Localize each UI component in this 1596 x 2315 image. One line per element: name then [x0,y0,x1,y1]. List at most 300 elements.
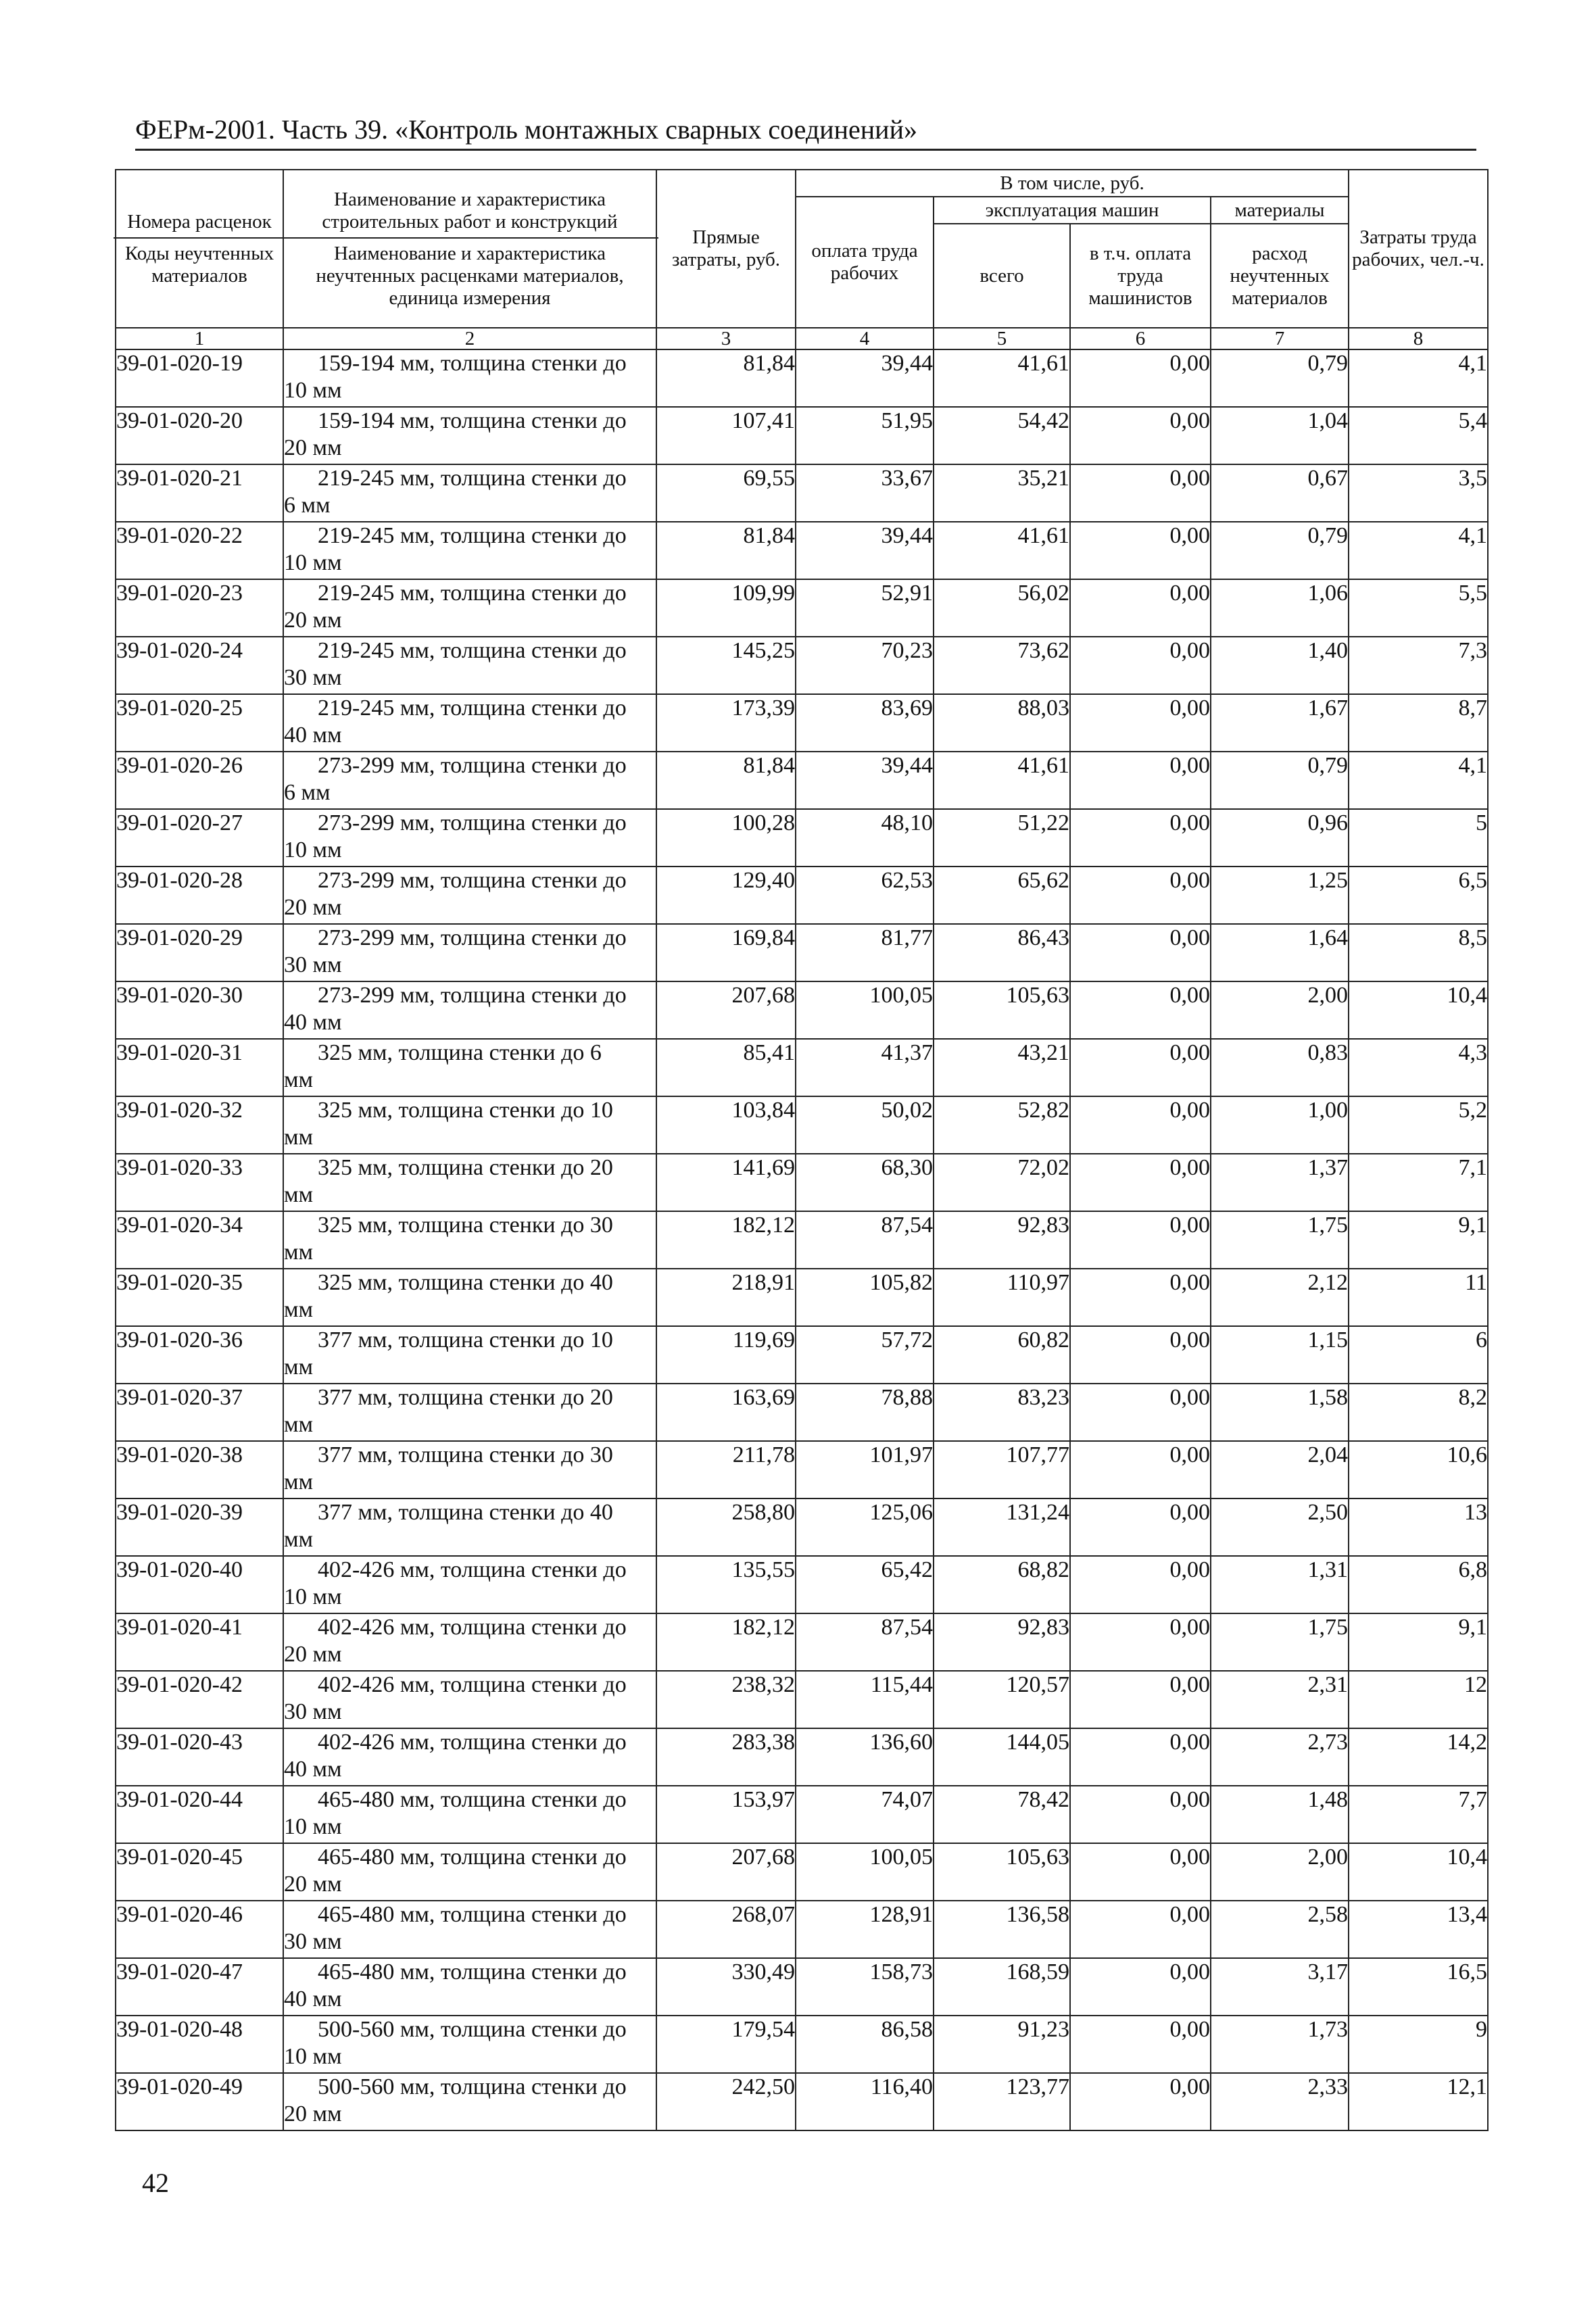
header-rate-numbers: Номера расценок [127,210,272,233]
description-line-1: 402-426 мм, толщина стенки до [318,1557,627,1582]
machines-total-cell: 110,97 [934,1269,1070,1326]
description-cell [283,407,656,464]
description-cell [283,1326,656,1384]
description-cell [283,579,656,637]
materials-cell: 2,50 [1211,1498,1349,1556]
rate-code-cell: 39-01-020-26 [116,752,283,809]
operator-wages-cell: 0,00 [1070,752,1211,809]
description-line-2: мм [284,1412,314,1437]
labor-cell: 7,7 [1349,1786,1488,1843]
description-line-1: 377 мм, толщина стенки до 10 [318,1327,613,1353]
description-cell [283,1843,656,1901]
labor-cell: 5,2 [1349,1096,1488,1154]
labor-cell: 4,1 [1349,522,1488,579]
description-line-1: 273-299 мм, толщина стенки до [318,868,627,893]
table-row [116,1498,1488,1556]
materials-cell: 2,58 [1211,1901,1349,1958]
rate-code-cell: 39-01-020-38 [116,1441,283,1498]
description-line-2: 6 мм [284,493,331,518]
rates-table [115,169,1489,2131]
header-worker-wages: оплата труда рабочих [796,197,934,328]
header-materials: материалы [1211,197,1349,224]
rate-code-cell: 39-01-020-19 [116,349,283,407]
machines-total-cell: 86,43 [934,924,1070,981]
wages-cell: 136,60 [796,1728,934,1786]
description-line-1: 159-194 мм, толщина стенки до [318,351,627,376]
materials-cell: 1,67 [1211,694,1349,752]
description-cell [283,1498,656,1556]
rate-code-cell: 39-01-020-37 [116,1384,283,1441]
description-line-2: мм [284,1355,314,1380]
rate-code-cell: 39-01-020-44 [116,1786,283,1843]
labor-cell: 8,7 [1349,694,1488,752]
materials-cell: 2,73 [1211,1728,1349,1786]
rate-code-cell: 39-01-020-23 [116,579,283,637]
labor-cell: 10,6 [1349,1441,1488,1498]
rate-code-cell: 39-01-020-30 [116,981,283,1039]
materials-cell: 3,17 [1211,1958,1349,2016]
page-number: 42 [142,2168,169,2198]
labor-cell: 10,4 [1349,981,1488,1039]
column-number: 1 [116,328,283,349]
labor-cell: 10,4 [1349,1843,1488,1901]
column-number: 4 [796,328,934,349]
table-row [116,1441,1488,1498]
wages-cell: 74,07 [796,1786,934,1843]
table-row [116,2073,1488,2130]
rate-code-cell: 39-01-020-35 [116,1269,283,1326]
wages-cell: 51,95 [796,407,934,464]
operator-wages-cell: 0,00 [1070,1556,1211,1613]
rate-code-cell: 39-01-020-47 [116,1958,283,2016]
description-cell [283,1556,656,1613]
description-line-1: 377 мм, толщина стенки до 20 [318,1385,613,1410]
description-line-1: 219-245 мм, толщина стенки до [318,581,627,606]
rate-code-cell: 39-01-020-42 [116,1671,283,1728]
machines-total-cell: 51,22 [934,809,1070,867]
description-line-2: мм [284,1469,314,1494]
wages-cell: 105,82 [796,1269,934,1326]
machines-total-cell: 92,83 [934,1613,1070,1671]
wages-cell: 78,88 [796,1384,934,1441]
machines-total-cell: 91,23 [934,2016,1070,2073]
description-cell [283,867,656,924]
header-material-consumption: расход неучтенных материалов [1211,224,1349,328]
materials-cell: 1,64 [1211,924,1349,981]
description-line-2: 20 мм [284,895,342,920]
rate-code-cell: 39-01-020-40 [116,1556,283,1613]
rate-code-cell: 39-01-020-48 [116,2016,283,2073]
description-line-1: 273-299 мм, толщина стенки до [318,753,627,778]
table-row [116,1154,1488,1211]
direct-cost-cell: 107,41 [656,407,796,464]
description-line-1: 273-299 мм, толщина стенки до [318,810,627,835]
labor-cell: 8,2 [1349,1384,1488,1441]
direct-cost-cell: 145,25 [656,637,796,694]
description-line-2: 40 мм [284,1010,342,1035]
rate-code-cell: 39-01-020-46 [116,1901,283,1958]
materials-cell: 1,40 [1211,637,1349,694]
labor-cell: 4,1 [1349,752,1488,809]
description-cell [283,1728,656,1786]
materials-cell: 1,75 [1211,1613,1349,1671]
header-direct-costs: Прямые затраты, руб. [656,170,796,328]
wages-cell: 87,54 [796,1211,934,1269]
operator-wages-cell: 0,00 [1070,1441,1211,1498]
table-row [116,1901,1488,1958]
description-line-2: 20 мм [284,1872,342,1897]
description-line-1: 465-480 мм, толщина стенки до [318,1959,627,1984]
description-line-2: 40 мм [284,1987,342,2012]
labor-cell: 9,1 [1349,1613,1488,1671]
wages-cell: 83,69 [796,694,934,752]
description-line-2: мм [284,1297,314,1322]
description-line-1: 402-426 мм, толщина стенки до [318,1730,627,1755]
machines-total-cell: 54,42 [934,407,1070,464]
description-line-1: 159-194 мм, толщина стенки до [318,408,627,433]
description-line-1: 465-480 мм, толщина стенки до [318,1787,627,1812]
table-body [116,349,1488,2130]
machines-total-cell: 35,21 [934,464,1070,522]
description-line-1: 377 мм, толщина стенки до 30 [318,1442,613,1467]
description-line-2: 10 мм [284,1584,342,1609]
materials-cell: 1,25 [1211,867,1349,924]
description-line-1: 377 мм, толщина стенки до 40 [318,1500,613,1525]
labor-cell: 13 [1349,1498,1488,1556]
materials-cell: 2,33 [1211,2073,1349,2130]
direct-cost-cell: 81,84 [656,752,796,809]
operator-wages-cell: 0,00 [1070,1786,1211,1843]
labor-cell: 5,5 [1349,579,1488,637]
labor-cell: 7,3 [1349,637,1488,694]
materials-cell: 1,48 [1211,1786,1349,1843]
materials-cell: 2,00 [1211,981,1349,1039]
column-number: 5 [934,328,1070,349]
direct-cost-cell: 81,84 [656,349,796,407]
wages-cell: 116,40 [796,2073,934,2130]
labor-cell: 9,1 [1349,1211,1488,1269]
rate-code-cell: 39-01-020-33 [116,1154,283,1211]
direct-cost-cell: 100,28 [656,809,796,867]
labor-cell: 6 [1349,1326,1488,1384]
description-cell [283,464,656,522]
machines-total-cell: 120,57 [934,1671,1070,1728]
table-row [116,1556,1488,1613]
labor-cell: 16,5 [1349,1958,1488,2016]
direct-cost-cell: 169,84 [656,924,796,981]
description-cell [283,1154,656,1211]
description-line-1: 500-560 мм, толщина стенки до [318,2017,627,2042]
description-line-2: 30 мм [284,1929,342,1954]
header-material-codes: Коды неучтенных материалов [124,242,274,287]
machines-total-cell: 52,82 [934,1096,1070,1154]
table-row [116,1326,1488,1384]
description-cell [283,349,656,407]
header-divider [114,237,285,239]
description-line-2: 30 мм [284,1699,342,1724]
machines-total-cell: 168,59 [934,1958,1070,2016]
materials-cell: 0,79 [1211,349,1349,407]
operator-wages-cell: 0,00 [1070,349,1211,407]
table-header [116,170,1488,349]
description-cell [283,1441,656,1498]
materials-cell: 1,73 [1211,2016,1349,2073]
description-line-2: 20 мм [284,1642,342,1667]
wages-cell: 39,44 [796,349,934,407]
labor-cell: 11 [1349,1269,1488,1326]
table-row [116,1843,1488,1901]
table-row [116,1728,1488,1786]
table-row [116,1096,1488,1154]
description-cell [283,1958,656,2016]
operator-wages-cell: 0,00 [1070,1843,1211,1901]
labor-cell: 3,5 [1349,464,1488,522]
table-row [116,1039,1488,1096]
rate-code-cell: 39-01-020-31 [116,1039,283,1096]
table-row [116,1613,1488,1671]
wages-cell: 125,06 [796,1498,934,1556]
labor-cell: 9 [1349,2016,1488,2073]
wages-cell: 115,44 [796,1671,934,1728]
description-line-1: 402-426 мм, толщина стенки до [318,1615,627,1640]
labor-cell: 4,3 [1349,1039,1488,1096]
description-line-1: 325 мм, толщина стенки до 30 [318,1213,613,1238]
rate-code-cell: 39-01-020-36 [116,1326,283,1384]
machines-total-cell: 131,24 [934,1498,1070,1556]
header-material-name: Наименование и характеристика неучтенных расценками материалов, единица измерения [316,242,624,309]
description-line-1: 219-245 мм, толщина стенки до [318,638,627,663]
materials-cell: 1,15 [1211,1326,1349,1384]
labor-cell: 14,2 [1349,1728,1488,1786]
rate-code-cell: 39-01-020-39 [116,1498,283,1556]
operator-wages-cell: 0,00 [1070,407,1211,464]
wages-cell: 39,44 [796,522,934,579]
materials-cell: 2,12 [1211,1269,1349,1326]
machines-total-cell: 65,62 [934,867,1070,924]
page-header: ФЕРм-2001. Часть 39. «Контроль монтажных сварных соединений» [135,114,1476,151]
wages-cell: 50,02 [796,1096,934,1154]
materials-cell: 1,04 [1211,407,1349,464]
header-labor-costs: Затраты труда рабочих, чел.-ч. [1349,170,1488,328]
description-line-1: 465-480 мм, толщина стенки до [318,1902,627,1927]
direct-cost-cell: 85,41 [656,1039,796,1096]
description-cell [283,1039,656,1096]
direct-cost-cell: 109,99 [656,579,796,637]
rate-code-cell: 39-01-020-21 [116,464,283,522]
operator-wages-cell: 0,00 [1070,1269,1211,1326]
table-row [116,1958,1488,2016]
description-cell [283,1786,656,1843]
wages-cell: 87,54 [796,1613,934,1671]
direct-cost-cell: 283,38 [656,1728,796,1786]
description-line-2: 30 мм [284,665,342,690]
header-work-name: Наименование и характеристика строительных работ и конструкций [322,188,618,233]
header-operator-wages: в т.ч. оплата труда машинистов [1070,224,1211,328]
rate-code-cell: 39-01-020-29 [116,924,283,981]
table-row [116,981,1488,1039]
operator-wages-cell: 0,00 [1070,1039,1211,1096]
description-line-1: 325 мм, толщина стенки до 40 [318,1270,613,1295]
table-row [116,579,1488,637]
wages-cell: 100,05 [796,1843,934,1901]
description-cell [283,1384,656,1441]
header-machine-operation: эксплуатация машин [934,197,1211,224]
machines-total-cell: 41,61 [934,522,1070,579]
table-row [116,1384,1488,1441]
operator-wages-cell: 0,00 [1070,1901,1211,1958]
header-col-1 [116,170,283,328]
direct-cost-cell: 103,84 [656,1096,796,1154]
rate-code-cell: 39-01-020-32 [116,1096,283,1154]
wages-cell: 39,44 [796,752,934,809]
description-cell [283,1613,656,1671]
rate-code-cell: 39-01-020-49 [116,2073,283,2130]
direct-cost-cell: 69,55 [656,464,796,522]
materials-cell: 1,00 [1211,1096,1349,1154]
column-numbers-row [116,328,1488,349]
operator-wages-cell: 0,00 [1070,2073,1211,2130]
column-number: 7 [1211,328,1349,349]
machines-total-cell: 105,63 [934,981,1070,1039]
rate-code-cell: 39-01-020-25 [116,694,283,752]
materials-cell: 1,58 [1211,1384,1349,1441]
description-line-2: 10 мм [284,2044,342,2069]
machines-total-cell: 68,82 [934,1556,1070,1613]
description-line-2: мм [284,1182,314,1207]
description-line-2: мм [284,1527,314,1552]
table-row [116,407,1488,464]
machines-total-cell: 72,02 [934,1154,1070,1211]
description-line-2: 10 мм [284,550,342,575]
direct-cost-cell: 179,54 [656,2016,796,2073]
description-line-1: 325 мм, толщина стенки до 6 [318,1040,602,1065]
header-divider [281,237,658,239]
table-row [116,867,1488,924]
wages-cell: 128,91 [796,1901,934,1958]
direct-cost-cell: 182,12 [656,1211,796,1269]
operator-wages-cell: 0,00 [1070,1728,1211,1786]
description-cell [283,2073,656,2130]
materials-cell: 0,67 [1211,464,1349,522]
description-line-1: 219-245 мм, толщина стенки до [318,523,627,548]
rate-code-cell: 39-01-020-45 [116,1843,283,1901]
description-cell [283,1901,656,1958]
description-cell [283,637,656,694]
table-row [116,1671,1488,1728]
direct-cost-cell: 81,84 [656,522,796,579]
machines-total-cell: 41,61 [934,349,1070,407]
table-row [116,752,1488,809]
labor-cell: 5 [1349,809,1488,867]
description-cell [283,752,656,809]
table-row [116,522,1488,579]
operator-wages-cell: 0,00 [1070,464,1211,522]
direct-cost-cell: 129,40 [656,867,796,924]
description-line-2: 10 мм [284,837,342,862]
rate-code-cell: 39-01-020-24 [116,637,283,694]
machines-total-cell: 144,05 [934,1728,1070,1786]
wages-cell: 68,30 [796,1154,934,1211]
machines-total-cell: 56,02 [934,579,1070,637]
machines-total-cell: 83,23 [934,1384,1070,1441]
wages-cell: 100,05 [796,981,934,1039]
direct-cost-cell: 141,69 [656,1154,796,1211]
materials-cell: 0,79 [1211,752,1349,809]
machines-total-cell: 78,42 [934,1786,1070,1843]
description-line-2: 20 мм [284,435,342,460]
description-cell [283,694,656,752]
wages-cell: 41,37 [796,1039,934,1096]
description-line-2: 10 мм [284,1814,342,1839]
direct-cost-cell: 135,55 [656,1556,796,1613]
operator-wages-cell: 0,00 [1070,2016,1211,2073]
description-line-1: 219-245 мм, толщина стенки до [318,466,627,491]
table-row [116,1211,1488,1269]
description-line-2: 40 мм [284,723,342,748]
wages-cell: 158,73 [796,1958,934,2016]
description-line-1: 273-299 мм, толщина стенки до [318,925,627,950]
direct-cost-cell: 268,07 [656,1901,796,1958]
description-line-1: 325 мм, толщина стенки до 10 [318,1098,613,1123]
operator-wages-cell: 0,00 [1070,1671,1211,1728]
operator-wages-cell: 0,00 [1070,867,1211,924]
labor-cell: 7,1 [1349,1154,1488,1211]
description-cell [283,1211,656,1269]
wages-cell: 101,97 [796,1441,934,1498]
operator-wages-cell: 0,00 [1070,981,1211,1039]
machines-total-cell: 136,58 [934,1901,1070,1958]
table-row [116,1269,1488,1326]
direct-cost-cell: 153,97 [656,1786,796,1843]
operator-wages-cell: 0,00 [1070,694,1211,752]
labor-cell: 12,1 [1349,2073,1488,2130]
table-row [116,924,1488,981]
operator-wages-cell: 0,00 [1070,924,1211,981]
materials-cell: 1,75 [1211,1211,1349,1269]
wages-cell: 33,67 [796,464,934,522]
description-cell [283,1671,656,1728]
table-row [116,349,1488,407]
wages-cell: 81,77 [796,924,934,981]
labor-cell: 6,8 [1349,1556,1488,1613]
rate-code-cell: 39-01-020-41 [116,1613,283,1671]
operator-wages-cell: 0,00 [1070,809,1211,867]
wages-cell: 57,72 [796,1326,934,1384]
direct-cost-cell: 211,78 [656,1441,796,1498]
rate-code-cell: 39-01-020-20 [116,407,283,464]
operator-wages-cell: 0,00 [1070,637,1211,694]
wages-cell: 52,91 [796,579,934,637]
description-line-2: мм [284,1240,314,1265]
materials-cell: 1,31 [1211,1556,1349,1613]
description-line-2: 20 мм [284,608,342,633]
labor-cell: 4,1 [1349,349,1488,407]
materials-cell: 1,06 [1211,579,1349,637]
machines-total-cell: 105,63 [934,1843,1070,1901]
table-row [116,809,1488,867]
description-line-2: мм [284,1067,314,1092]
operator-wages-cell: 0,00 [1070,1211,1211,1269]
rate-code-cell: 39-01-020-22 [116,522,283,579]
wages-cell: 65,42 [796,1556,934,1613]
machines-total-cell: 88,03 [934,694,1070,752]
machines-total-cell: 60,82 [934,1326,1070,1384]
labor-cell: 13,4 [1349,1901,1488,1958]
machines-total-cell: 92,83 [934,1211,1070,1269]
operator-wages-cell: 0,00 [1070,1096,1211,1154]
direct-cost-cell: 218,91 [656,1269,796,1326]
description-line-1: 500-560 мм, толщина стенки до [318,2074,627,2099]
